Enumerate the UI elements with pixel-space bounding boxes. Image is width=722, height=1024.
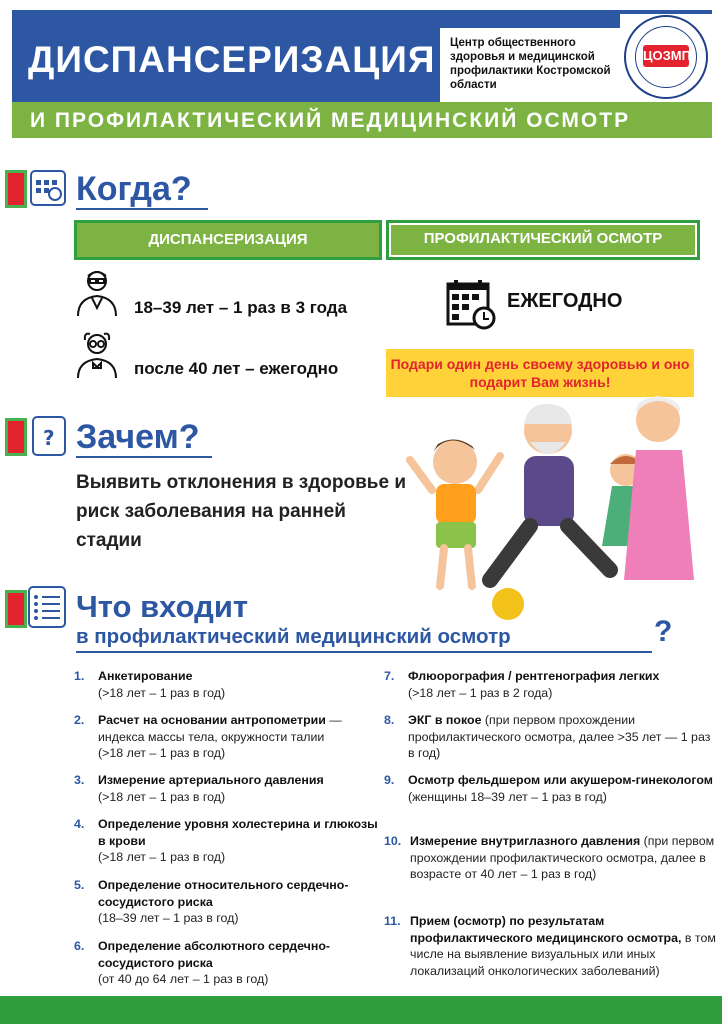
list-item-note: (женщины 18–39 лет – 1 раз в год) <box>408 789 607 804</box>
list-item-text <box>98 772 380 805</box>
frequency-40-plus: после 40 лет – ежегодно <box>134 359 339 378</box>
promo-banner: Подари один день своему здоровью и оно подарит Вам жизнь! <box>386 349 694 397</box>
footer-bar <box>0 996 722 1024</box>
list-item-text <box>98 668 380 701</box>
question-mark: ? <box>654 615 673 648</box>
list-item-title: Определение уровня холестерина и глюкозы в крови <box>98 817 378 848</box>
section-title-when: Когда? <box>76 170 192 208</box>
list-item-note: (>18 лет – 1 раз в 2 года) <box>408 685 553 700</box>
frequency-18-39: 18–39 лет – 1 раз в 3 года <box>134 298 348 317</box>
list-item-text <box>98 938 380 988</box>
calendar-icon <box>30 170 66 206</box>
list-item-note: (>18 лет – 1 раз в год) <box>98 789 226 804</box>
org-logo <box>620 14 712 102</box>
list-item-title: Расчет на основании антропометрии <box>98 713 326 727</box>
logo-text: ЦОЗМП <box>643 45 689 67</box>
list-item-text <box>408 668 714 701</box>
section-marker <box>5 418 27 456</box>
page-title: ДИСПАНСЕРИЗАЦИЯ <box>28 39 436 80</box>
list-item-number: 3. <box>74 773 85 787</box>
checklist-icon <box>28 586 66 628</box>
tab-checkup-label: ПРОФИЛАКТИЧЕСКИЙ ОСМОТР <box>391 225 695 255</box>
section-subtitle-included: в профилактический медицинский осмотр <box>76 625 511 648</box>
section-title-included: Что входит <box>76 589 249 624</box>
list-item-note: (>18 лет – 1 раз в год) <box>98 850 226 864</box>
list-item-number: 1. <box>74 669 85 683</box>
list-item-title: Определение относительного сердечно-сосудистого риска <box>98 878 349 909</box>
list-item-text <box>408 772 714 805</box>
list-item-title: Определение абсолютного сердечно-сосудистого риска <box>98 939 331 970</box>
list-item-title: Измерение внутриглазного давления <box>410 834 641 848</box>
list-item-number: 7. <box>384 669 395 683</box>
list-item-number: 5. <box>74 878 85 892</box>
list-item-number: 9. <box>384 773 395 787</box>
list-item-note: (18–39 лет – 1 раз в год) <box>98 911 239 925</box>
list-item-text: Расчет на основании антропометрии — индекса массы тела, окружности талии (>18 лет – 1 раз в год) <box>98 713 342 760</box>
list-item-text <box>98 816 380 866</box>
list-item-number: 10. <box>384 834 402 848</box>
family-illustration <box>400 390 700 620</box>
list-item-text: Измерение внутриглазного давления (при первом прохождении профилактического осмотра, далее в возрасте от 40 лет – 1 раз в год) <box>410 834 715 881</box>
list-item-number: 4. <box>74 817 85 831</box>
list-item-text <box>98 877 380 927</box>
calendar-clock-icon <box>446 278 498 330</box>
divider <box>76 651 652 653</box>
org-name: Центр общественного здоровья и медицинской профилактики Костромской области <box>440 28 624 102</box>
list-item-title: Прием (осмотр) по результатам профилактического медицинского осмотра, <box>410 914 682 945</box>
young-man-icon <box>72 266 122 318</box>
tab-dispensary: ДИСПАНСЕРИЗАЦИЯ <box>74 220 382 260</box>
section-marker <box>5 170 27 208</box>
list-item-note: (>18 лет – 1 раз в год) <box>98 685 226 700</box>
list-item-number: 2. <box>74 713 85 727</box>
list-item-number: 8. <box>384 713 395 727</box>
list-item-title: Анкетирование <box>98 669 193 683</box>
section-title-why: Зачем? <box>76 418 200 456</box>
list-item-title: Осмотр фельдшером или акушером-гинекологом <box>408 773 713 787</box>
tab-checkup <box>386 220 700 260</box>
list-item-note: (от 40 до 64 лет – 1 раз в год) <box>98 972 269 986</box>
list-item-note: (>18 лет – 1 раз в год) <box>98 746 226 760</box>
question-document-icon <box>32 416 66 456</box>
old-man-icon <box>72 328 122 380</box>
divider <box>76 208 208 210</box>
divider <box>76 456 212 458</box>
list-item-title: Флюорография / рентгенография легких <box>408 669 660 683</box>
svg-text:?: ? <box>43 426 55 450</box>
list-item-text: ЭКГ в покое (при первом прохождении профилактического осмотра, далее >35 лет — 1 раз в год) <box>408 713 711 760</box>
list-item-text: Прием (осмотр) по результатам профилактического медицинского осмотра, в том числе на выявление визуальных или иных локализаций онкологических заболеваний) <box>410 914 716 978</box>
list-item-title: Измерение артериального давления <box>98 773 324 787</box>
page-subtitle: И ПРОФИЛАКТИЧЕСКИЙ МЕДИЦИНСКИЙ ОСМОТР <box>30 109 631 132</box>
list-item-number: 11. <box>384 914 401 928</box>
why-description: Выявить отклонения в здоровье и риск заболевания на ранней стадии <box>76 472 406 551</box>
list-item-number: 6. <box>74 939 85 953</box>
checkup-frequency: ЕЖЕГОДНО <box>507 290 623 312</box>
list-item-title: ЭКГ в покое <box>408 713 482 727</box>
section-marker <box>5 590 27 628</box>
